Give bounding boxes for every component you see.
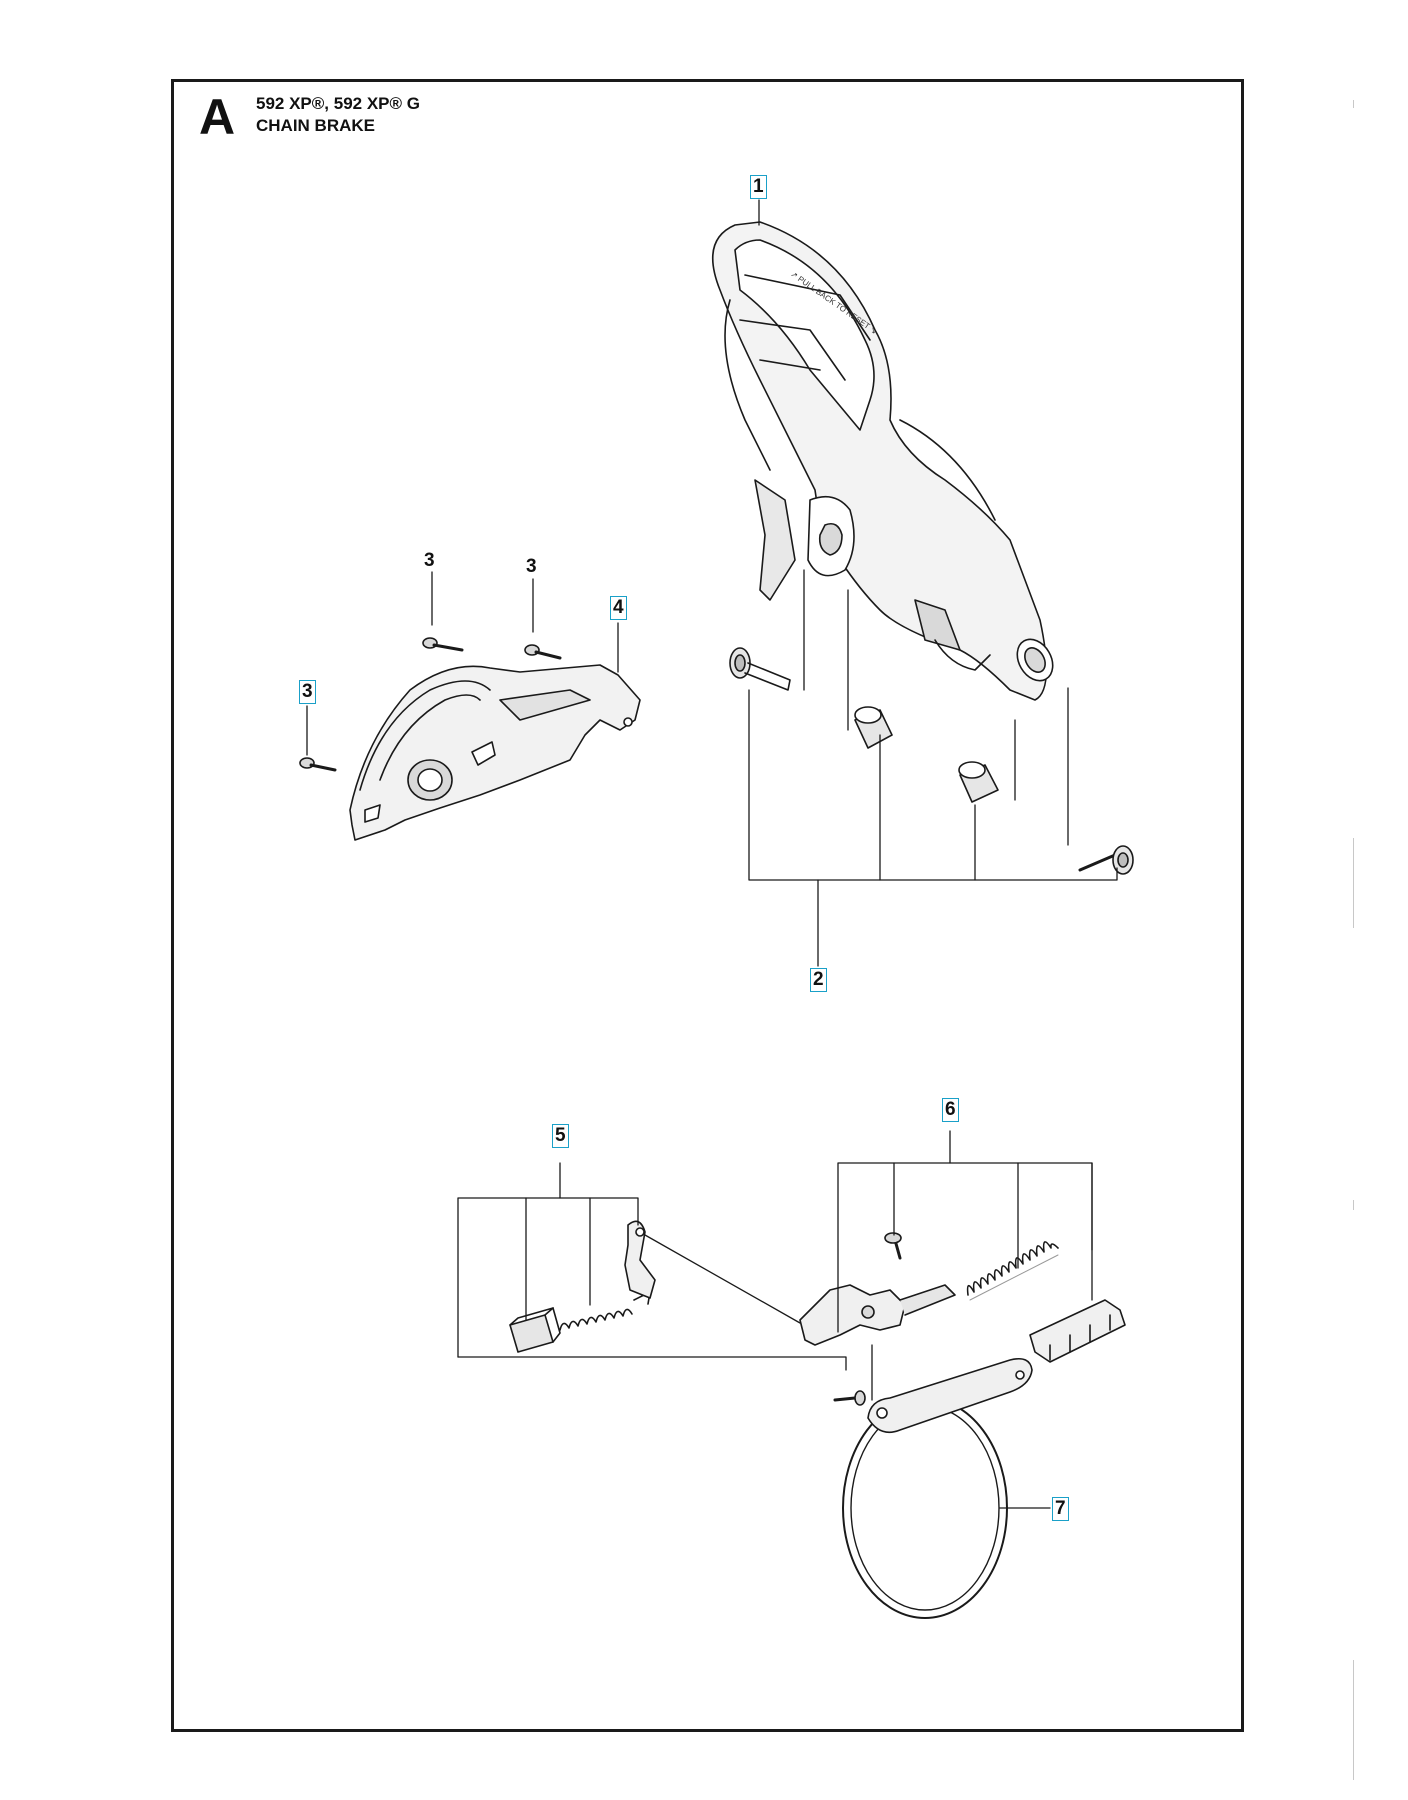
model-title: 592 XP®, 592 XP® G	[256, 94, 420, 113]
bushing-part	[855, 707, 892, 748]
bushing-part-2	[959, 762, 998, 802]
shoulder-screw-part	[1080, 846, 1133, 874]
screw-part-3	[300, 758, 335, 770]
pin-part	[730, 648, 790, 690]
section-letter: A	[199, 89, 236, 145]
callout-7: 7	[1052, 1497, 1069, 1521]
edge-mark	[1353, 838, 1354, 928]
screw-part-1	[423, 638, 462, 650]
lever-spring-part	[968, 1242, 1058, 1300]
clutch-cover-part	[350, 665, 640, 840]
callout-6: 6	[942, 1098, 959, 1122]
section-title: CHAIN BRAKE	[256, 116, 375, 135]
hand-guard-part	[713, 222, 1060, 700]
edge-mark	[1353, 1200, 1354, 1210]
brake-lever-part	[800, 1233, 955, 1405]
callout-4: 4	[610, 596, 627, 620]
callout-3: 3	[526, 556, 537, 577]
svg-text:↗ PULL BACK TO RESET ↘: ↗ PULL BACK TO RESET ↘	[788, 269, 879, 336]
leader-lines	[307, 200, 1117, 1508]
screw-part-2	[525, 645, 560, 658]
callout-5: 5	[552, 1124, 569, 1148]
spring-kit-part	[510, 1221, 655, 1352]
callout-2: 2	[810, 968, 827, 992]
edge-mark	[1353, 100, 1354, 108]
edge-mark	[1353, 1660, 1354, 1780]
callout-3: 3	[299, 680, 316, 704]
spring-guide-part	[1030, 1300, 1125, 1362]
callout-3: 3	[424, 550, 435, 571]
callout-1: 1	[750, 175, 767, 199]
